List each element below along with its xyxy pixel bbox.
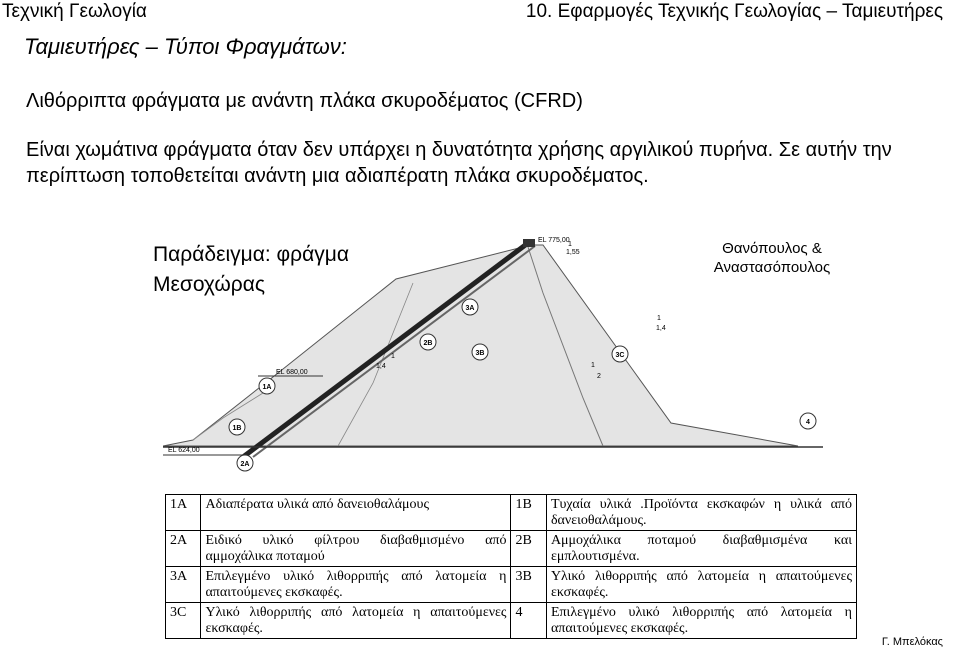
body-text: Είναι χωμάτινα φράγματα όταν δεν υπάρχει η δυνατότητα χρήσης αργιλικού πυρήνα. Σε αυτήν την περίπτωση τοποθετείται ανάντη μια αδιαπέρατη πλάκα σκυροδέματος. [26, 139, 892, 187]
svg-text:3B: 3B [475, 350, 485, 357]
author-signature: Γ. Μπελόκας [881, 636, 943, 648]
slope-down-top: 1 [657, 315, 661, 322]
base-elevation-label: EL 624,00 [168, 447, 200, 454]
zone-marker-3a [462, 299, 478, 315]
legend-description: Επιλεγμένο υλικό λιθορριπής από λατομεία η απαιτούμενες εκσκαφές. [201, 567, 511, 603]
subtitle: Λιθόρριπτα φράγματα με ανάντη πλάκα σκυροδέματος (CFRD) [26, 90, 583, 112]
zone-marker-2a [237, 455, 253, 471]
slope-up-side: 1,4 [376, 363, 386, 370]
svg-text:3C: 3C [615, 352, 625, 359]
slope-up-top: 1 [391, 353, 395, 360]
svg-text:4: 4 [806, 419, 810, 426]
legend-code: 3Β [511, 567, 546, 603]
legend-description: Υλικό λιθορριπής από λατομεία η απαιτούμενες εκσκαφές. [201, 603, 511, 639]
zone-marker-2b [420, 334, 436, 350]
table-row [166, 531, 857, 567]
zone-marker-4 [800, 413, 816, 429]
zone-marker-1a [259, 378, 275, 394]
crest-elevation-label: EL 775,00 [538, 237, 570, 244]
legend-table [165, 494, 857, 639]
slope-mid-side: 2 [597, 373, 601, 380]
example-line-1: Παράδειγμα: φράγμα [153, 243, 349, 266]
svg-text:2A: 2A [240, 461, 250, 468]
svg-text:1A: 1A [262, 384, 272, 391]
header-left: Τεχνική Γεωλογία [2, 1, 147, 22]
table-row [166, 567, 857, 603]
legend-description: Αδιαπέρατα υλικά από δανειοθαλάμους [201, 495, 511, 531]
authors-line-2: Αναστασόπουλος [713, 259, 831, 276]
zone-marker-3c [612, 346, 628, 362]
table-row [166, 495, 857, 531]
legend-description: Τυχαία υλικά .Προϊόντα εκσκαφών η υλικά από δανειοθαλάμους. [546, 495, 856, 531]
legend-description: Ειδικό υλικό φίλτρου διαβαθμισμένο από αμμοχάλικα ποταμού [201, 531, 511, 567]
crest-wall [523, 239, 535, 247]
svg-text:3A: 3A [465, 305, 475, 312]
legend-code: 1Β [511, 495, 546, 531]
legend-code: 3C [166, 603, 201, 639]
legend-code: 2Α [166, 531, 201, 567]
slope-crest-side: 1,55 [566, 249, 580, 256]
slope-mid-top: 1 [591, 362, 595, 369]
legend-description: Αμμοχάλικα ποταμού διαβαθμισμένα και εμπλουτισμένα. [546, 531, 856, 567]
svg-text:1B: 1B [232, 425, 242, 432]
legend-description: Υλικό λιθορριπής από λατομεία η απαιτούμενες εκσκαφές. [546, 567, 856, 603]
legend-description: Επιλεγμένο υλικό λιθορριπής από λατομεία η απαιτούμενες εκσκαφές. [546, 603, 856, 639]
svg-text:2B: 2B [423, 340, 433, 347]
legend-code: 2Β [511, 531, 546, 567]
dam-cross-section-diagram [163, 233, 833, 478]
slope-down-side: 1,4 [656, 325, 666, 332]
header-right: 10. Εφαρμογές Τεχνικής Γεωλογίας – Ταμιευτήρες [525, 1, 943, 22]
table-row [166, 603, 857, 639]
zone-marker-1b [229, 419, 245, 435]
slide-title: Ταμιευτήρες – Τύποι Φραγμάτων: [24, 34, 347, 59]
authors-line-1: Θανόπουλος & [722, 240, 822, 257]
berm-elevation-label: EL 680,00 [276, 369, 308, 376]
zone-marker-3b [472, 344, 488, 360]
example-line-2: Μεσοχώρας [153, 273, 265, 296]
legend-code: 1Α [166, 495, 201, 531]
slope-crest-top: 1 [568, 241, 572, 248]
legend-code: 4 [511, 603, 546, 639]
legend-code: 3Α [166, 567, 201, 603]
